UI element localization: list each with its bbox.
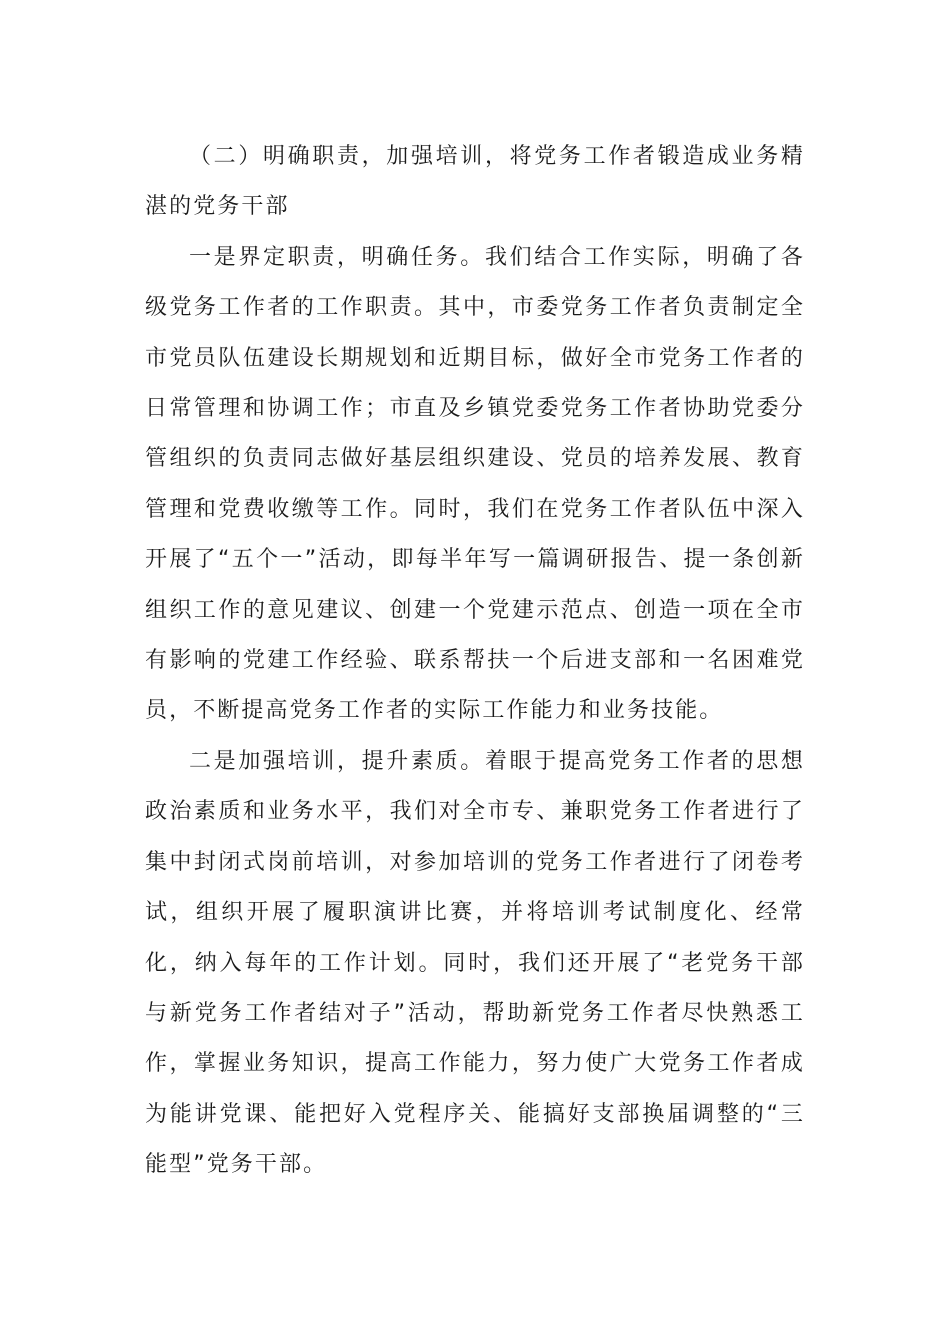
paragraph-duties: 一是界定职责，明确任务。我们结合工作实际，明确了各级党务工作者的工作职责。其中，市委党务工作者负责制定全市党员队伍建设长期规划和近期目标，做好全市党务工作者的日常管理和协调工作；市直及乡镇党委党务工作者协助党委分管组织的负责同志做好基层组织建设、党员的培养发展、教育管理和党费收缴等工作。同时，我们在党务工作者队伍中深入开展了“五个一”活动，即每半年写一篇调研报告、提一条创新组织工作的意见建议、创建一个党建示范点、创造一项在全市有影响的党建工作经验、联系帮扶一个后进支部和一名困难党员，不断提高党务工作者的实际工作能力和业务技能。 <box>145 244 805 724</box>
document-body <box>145 132 805 1191</box>
paragraph-training: 二是加强培训，提升素质。着眼于提高党务工作者的思想政治素质和业务水平，我们对全市专、兼职党务工作者进行了集中封闭式岗前培训，对参加培训的党务工作者进行了闭卷考试，组织开展了履职演讲比赛，并将培训考试制度化、经常化，纳入每年的工作计划。同时，我们还开展了“老党务干部与新党务工作者结对子”活动，帮助新党务工作者尽快熟悉工作，掌握业务知识，提高工作能力，努力使广大党务工作者成为能讲党课、能把好入党程序关、能搞好支部换届调整的“三能型”党务干部。 <box>145 748 805 1178</box>
section-heading: （二）明确职责，加强培训，将党务工作者锻造成业务精湛的党务干部 <box>145 144 805 220</box>
